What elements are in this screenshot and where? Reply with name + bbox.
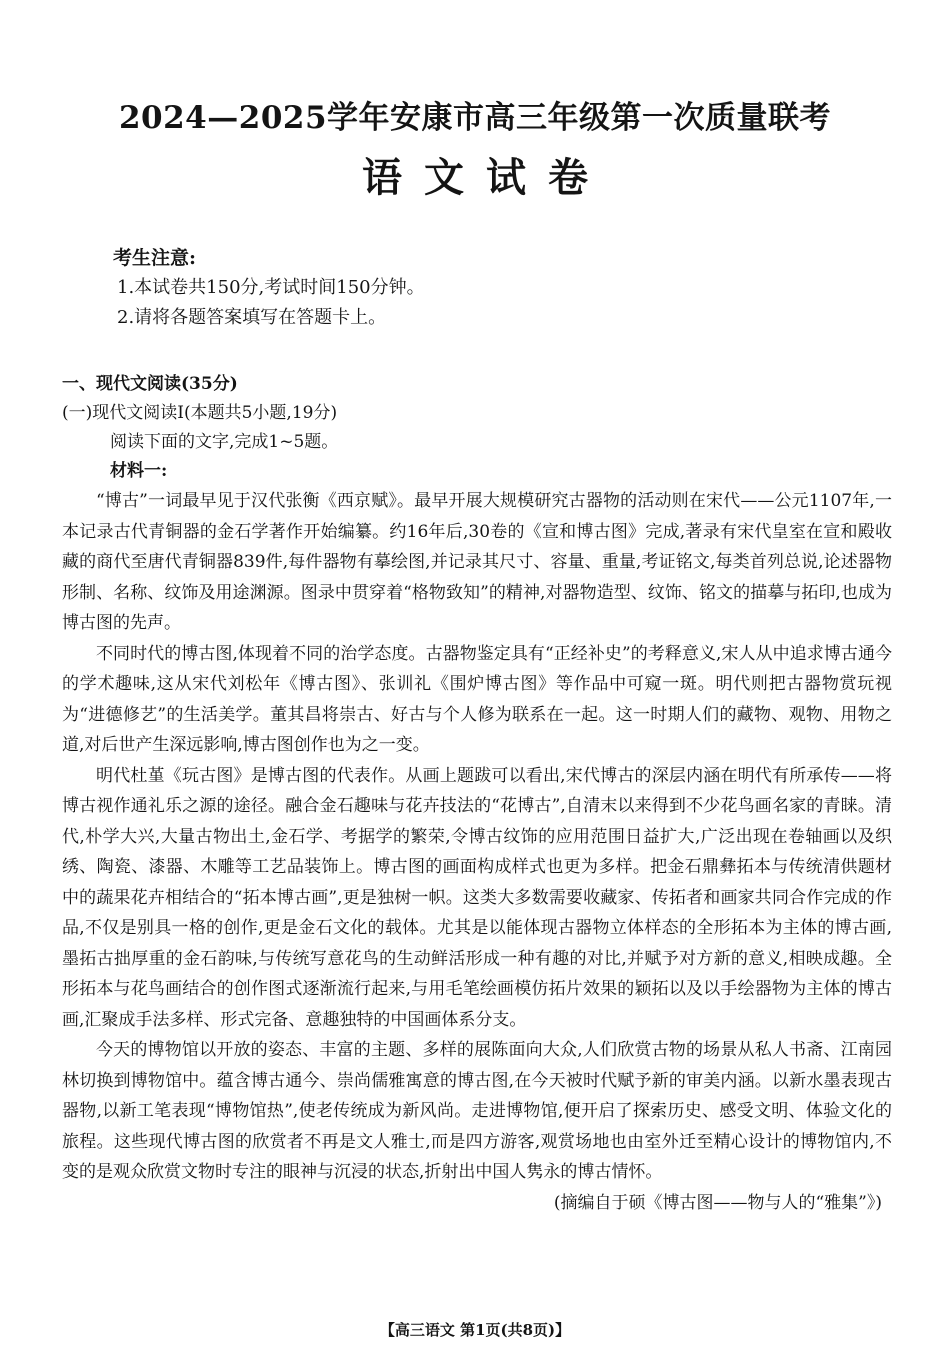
passage-paragraph: 明代杜堇《玩古图》是博古图的代表作。从画上题跋可以看出,宋代博古的深层内涵在明代有所承传——将博古视作通礼乐之源的途径。融合金石趣味与花卉技法的“花博古”,自清末以来得到不少花鸟画名家的青睐。清代,朴学大兴,大量古物出土,金石学、考据学的繁荣,令博古纹饰的应用范围日益扩大,广泛出现在卷轴画以及织绣、陶瓷、漆器、木雕等工艺品装饰上。博古图的画面构成样式也更为多样。把金石鼎彝拓本与传统清供题材中的蔬果花卉相结合的“拓本博古画”,更是独树一帜。这类大多数需要收藏家、传拓者和画家共同合作完成的作品,不仅是别具一格的创作,更是金石文化的载体。尤其是以能体现古器物立体样态的全形拓本为主体的博古画,墨拓古拙厚重的金石韵味,与传统写意花鸟的生动鲜活形成一种有趣的对比,并赋予对方新的意义,相映成趣。全形拓本与花鸟画结合的创作图式逐渐流行起来,与用毛笔绘画模仿拓片效果的颖拓以及以手绘器物为主体的博古画,汇聚成手法多样、形式完备、意趣独特的中国画体系分支。 — [62, 765, 892, 1030]
notice-heading: 考生注意: — [113, 247, 197, 269]
passage-source: (摘编自于硕《博古图——物与人的“雅集”》) — [553, 1192, 882, 1213]
material-label: 材料一: — [110, 461, 168, 481]
passage-paragraph: “博古”一词最早见于汉代张衡《西京赋》。最早开展大规模研究古器物的活动则在宋代——公元1107年,一本记录古代青铜器的金石学著作开始编纂。约16年后,30卷的《宣和博古图》完成,著录有宋代皇室在宣和殿收藏的商代至唐代青铜器839件,每件器物有摹绘图,并记录其尺寸、容量、重量,考证铭文,每类首列总说,论述器物形制、名称、纹饰及用途渊源。图录中贯穿着“格物致知”的精神,对器物造型、纹饰、铭文的描摹与拓印,也成为博古图的先声。 — [62, 491, 892, 633]
notice-item: 1.本试卷共150分,考试时间150分钟。 — [117, 277, 425, 298]
page-footer: 【高三语文 第1页(共8页)】 — [379, 1321, 571, 1339]
reading-section — [62, 370, 892, 1218]
candidate-notice — [113, 243, 425, 333]
reading-instruction: 阅读下面的文字,完成1~5题。 — [110, 432, 339, 452]
subsection-title: (一)现代文阅读Ⅰ(本题共5小题,19分) — [62, 403, 338, 423]
exam-title: 2024—2025学年安康市高三年级第一次质量联考 — [118, 100, 832, 136]
notice-item: 2.请将各题答案填写在答题卡上。 — [117, 307, 387, 328]
passage-paragraph: 不同时代的博古图,体现着不同的治学态度。古器物鉴定具有“正经补史”的考释意义,宋人从中追求博古通今的学术趣味,这从宋代刘松年《博古图》、张训礼《围炉博古图》等作品中可窥一斑。明代则把古器物赏玩视为“进德修艺”的生活美学。董其昌将崇古、好古与个人修为联系在一起。这一时期人们的藏物、观物、用物之道,对后世产生深远影响,博古图创作也为之一变。 — [62, 643, 892, 755]
passage-paragraph: 今天的博物馆以开放的姿态、丰富的主题、多样的展陈面向大众,人们欣赏古物的场景从私人书斋、江南园林切换到博物馆中。蕴含博古通今、崇尚儒雅寓意的博古图,在今天被时代赋予新的审美内涵。以新水墨表现古器物,以新工笔表现“博物馆热”,使老传统成为新风尚。走进博物馆,便开启了探索历史、感受文明、体验文化的旅程。这些现代博古图的欣赏者不再是文人雅士,而是四方游客,观赏场地也由室外迁至精心设计的博物馆内,不变的是观众欣赏文物时专注的眼神与沉浸的状态,折射出中国人隽永的博古情怀。 — [62, 1040, 892, 1182]
section-title: 一、现代文阅读(35分) — [62, 374, 238, 394]
exam-subtitle: 语文试卷 — [362, 154, 610, 201]
